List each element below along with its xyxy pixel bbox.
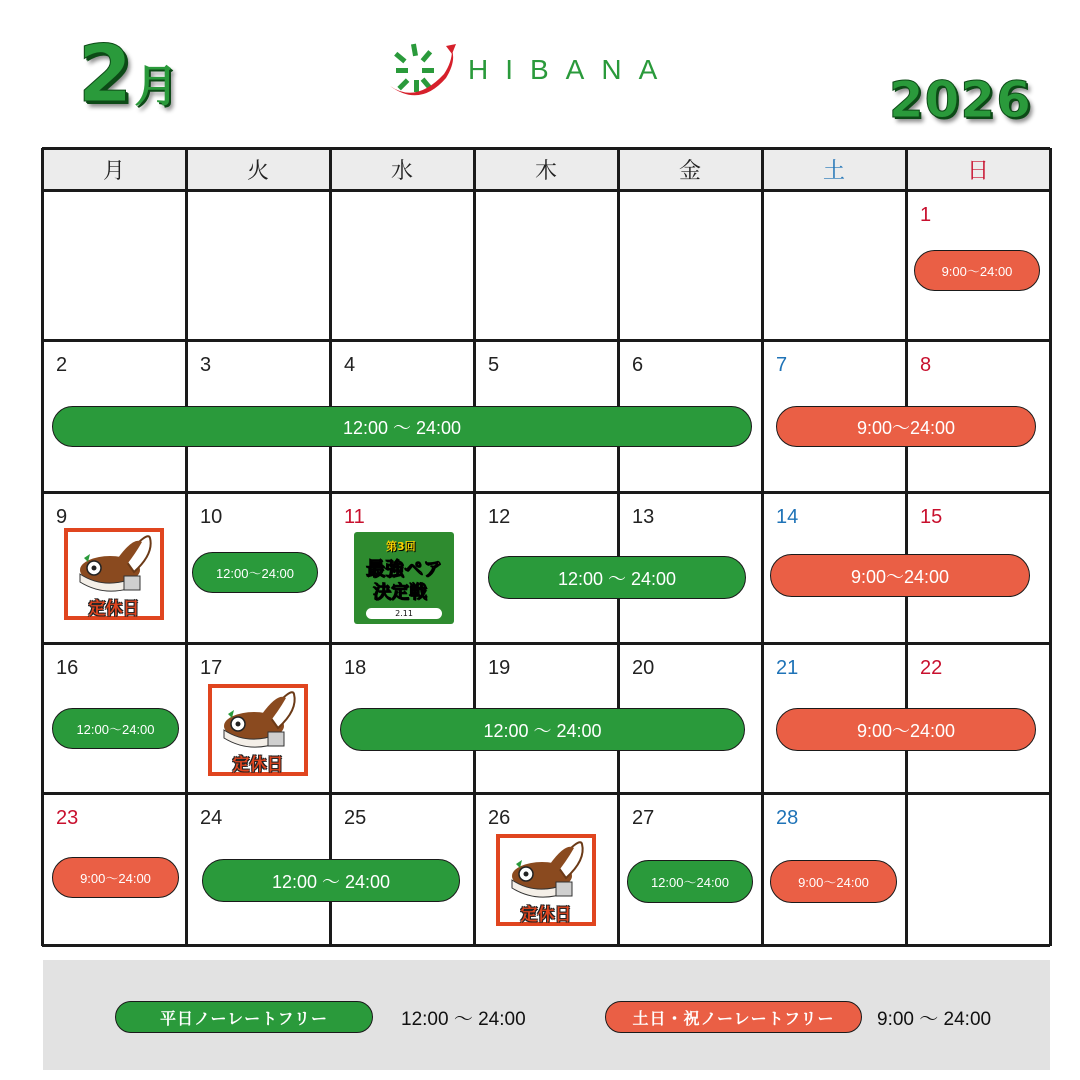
event-title-line2: 決定戦 <box>373 582 427 603</box>
weekday-header: 日 <box>906 150 1050 189</box>
date-number: 25 <box>344 807 367 829</box>
grid-hline <box>42 792 1050 795</box>
date-number: 1 <box>920 204 932 226</box>
date-number: 8 <box>920 354 932 376</box>
legend-panel <box>43 960 1050 1070</box>
spark-logo-icon <box>386 38 458 102</box>
date-number: 20 <box>632 657 655 679</box>
weekday-header: 金 <box>618 150 762 189</box>
weekend-hours-bar: 9:00〜24:00 <box>776 406 1036 447</box>
event-badge: 第3回 <box>386 540 416 553</box>
date-number: 19 <box>488 657 511 679</box>
weekend-hours-bar: 9:00〜24:00 <box>776 708 1036 751</box>
date-number: 10 <box>200 506 223 528</box>
legend-weekend-pill: 土日・祝ノーレートフリー <box>605 1001 862 1033</box>
event-date-strip: 2.11 <box>366 608 442 619</box>
weekday-hours-bar: 12:00 〜 24:00 <box>202 859 460 902</box>
date-number: 9 <box>56 506 68 528</box>
weekday-hours-bar: 12:00〜24:00 <box>627 860 753 903</box>
date-number: 17 <box>200 657 223 679</box>
legend-weekday-pill: 平日ノーレートフリー <box>115 1001 373 1033</box>
date-number: 26 <box>488 807 511 829</box>
grid-vline <box>761 148 764 946</box>
grid-hline <box>42 189 1050 192</box>
grid-vline <box>905 148 908 946</box>
weekday-header: 月 <box>42 150 186 189</box>
date-number: 23 <box>56 807 79 829</box>
weekday-hours-bar: 12:00〜24:00 <box>52 708 179 749</box>
closed-day-label: 定休日 <box>88 599 140 619</box>
date-number: 22 <box>920 657 943 679</box>
date-number: 3 <box>200 354 212 376</box>
weekday-hours-bar: 12:00 〜 24:00 <box>488 556 746 599</box>
date-number: 4 <box>344 354 356 376</box>
date-number: 16 <box>56 657 79 679</box>
weekday-hours-bar: 12:00 〜 24:00 <box>340 708 745 751</box>
month-kanji: 月 <box>134 61 179 112</box>
weekday-header: 水 <box>330 150 474 189</box>
closed-day-sticker <box>208 684 308 780</box>
grid-hline <box>42 339 1050 342</box>
grid-vline <box>41 148 44 946</box>
weekend-hours-bar: 9:00〜24:00 <box>52 857 179 898</box>
hibana-logo <box>386 38 674 102</box>
weekend-hours-bar: 9:00〜24:00 <box>770 860 897 903</box>
date-number: 12 <box>488 506 511 528</box>
weekend-hours-bar: 9:00〜24:00 <box>770 554 1030 597</box>
closed-day-label: 定休日 <box>520 905 572 925</box>
weekday-header: 木 <box>474 150 618 189</box>
date-number: 15 <box>920 506 943 528</box>
event-title-line1: 最強ペア <box>365 558 442 580</box>
date-number: 13 <box>632 506 655 528</box>
date-number: 2 <box>56 354 68 376</box>
date-number: 6 <box>632 354 644 376</box>
legend-weekday-time: 12:00 〜 24:00 <box>401 1009 526 1030</box>
grid-hline <box>42 642 1050 645</box>
grid-vline <box>617 148 620 946</box>
date-number: 7 <box>776 354 788 376</box>
grid-vline <box>185 148 188 946</box>
closed-day-label: 定休日 <box>232 755 284 775</box>
date-number: 11 <box>344 506 365 528</box>
grid-vline <box>1049 148 1052 946</box>
event-thumbnail <box>354 532 454 624</box>
month-number: 2 <box>78 30 133 120</box>
grid-hline <box>42 147 1050 150</box>
date-number: 14 <box>776 506 799 528</box>
date-number: 27 <box>632 807 655 829</box>
weekday-header: 土 <box>762 150 906 189</box>
legend-weekend-time: 9:00 〜 24:00 <box>877 1009 992 1030</box>
date-number: 28 <box>776 807 799 829</box>
grid-hline <box>42 944 1050 947</box>
brand-name: HIBANA <box>468 54 675 85</box>
grid-vline <box>329 148 332 946</box>
closed-day-sticker <box>64 528 164 624</box>
year-title: 2026 <box>888 71 1032 129</box>
date-number: 18 <box>344 657 367 679</box>
weekday-header: 火 <box>186 150 330 189</box>
date-number: 21 <box>776 657 799 679</box>
date-number: 24 <box>200 807 223 829</box>
closed-day-sticker <box>496 834 596 930</box>
grid-hline <box>42 491 1050 494</box>
weekend-hours-bar: 9:00〜24:00 <box>914 250 1040 291</box>
month-title <box>78 30 179 120</box>
weekday-hours-bar: 12:00〜24:00 <box>192 552 318 593</box>
grid-vline <box>473 148 476 946</box>
date-number: 5 <box>488 354 500 376</box>
weekday-hours-bar: 12:00 〜 24:00 <box>52 406 752 447</box>
